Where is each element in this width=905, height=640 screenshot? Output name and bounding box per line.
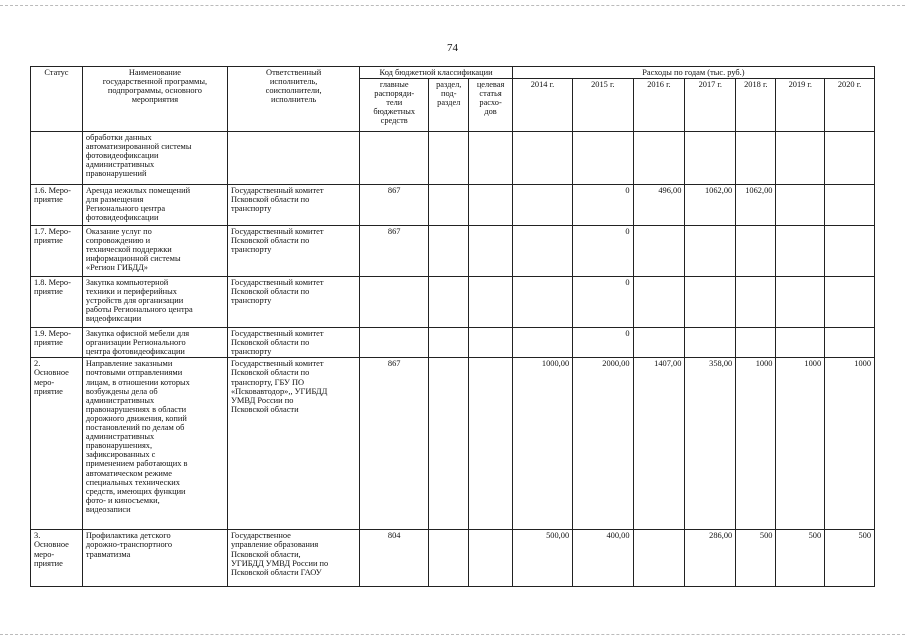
cell-2016: 1407,00 — [633, 358, 685, 530]
cell-code-section — [429, 277, 469, 328]
cell-2020: 500 — [825, 530, 875, 587]
cell-2018: 1062,00 — [736, 185, 776, 226]
page-number: 74 — [447, 42, 458, 54]
header-year-2017: 2017 г. — [685, 79, 736, 132]
cell-2014 — [512, 328, 572, 358]
cell-name: Аренда нежилых помещений для размещения Регионального центра фотовидеофиксации — [82, 185, 227, 226]
cell-2015: 0 — [573, 277, 633, 328]
cell-status: 2. Основное меро- приятие — [31, 358, 83, 530]
cell-2018 — [736, 226, 776, 277]
cell-2018 — [736, 277, 776, 328]
header-executor: Ответственный исполнитель, соисполнители, исполнитель — [227, 67, 359, 132]
cell-name: обработки данных автоматизированной системы фотовидеофиксации административных правонарушений — [82, 132, 227, 185]
cell-2019 — [776, 132, 825, 185]
cell-2016 — [633, 328, 685, 358]
header-code-group: Код бюджетной классификации — [360, 67, 512, 79]
cell-2014 — [512, 185, 572, 226]
cell-2016 — [633, 132, 685, 185]
cell-executor — [227, 132, 359, 185]
cell-2017 — [685, 226, 736, 277]
budget-table — [30, 66, 875, 587]
cell-2016 — [633, 226, 685, 277]
cell-2018 — [736, 328, 776, 358]
cell-2018: 500 — [736, 530, 776, 587]
scan-edge-bottom — [0, 634, 905, 635]
table-row — [31, 328, 875, 358]
cell-2020 — [825, 328, 875, 358]
cell-2020: 1000 — [825, 358, 875, 530]
cell-executor: Государственный комитет Псковской области по транспорту, ГБУ ПО «Псковавтодор»,, УГИБДД УМВД России по Псковской области — [227, 358, 359, 530]
cell-code-section — [429, 328, 469, 358]
cell-code-article — [469, 358, 512, 530]
header-row-top — [31, 67, 875, 79]
cell-status: 3. Основное меро- приятие — [31, 530, 83, 587]
cell-2015: 0 — [573, 226, 633, 277]
cell-2020 — [825, 277, 875, 328]
cell-2017: 286,00 — [685, 530, 736, 587]
header-year-2016: 2016 г. — [633, 79, 685, 132]
cell-2015: 0 — [573, 328, 633, 358]
cell-code-section — [429, 358, 469, 530]
table-row — [31, 358, 875, 530]
cell-code-article — [469, 530, 512, 587]
header-status: Статус — [31, 67, 83, 132]
cell-status: 1.7. Меро- приятие — [31, 226, 83, 277]
cell-status — [31, 132, 83, 185]
cell-2020 — [825, 185, 875, 226]
cell-code-article — [469, 226, 512, 277]
cell-code-section — [429, 226, 469, 277]
cell-code-section — [429, 132, 469, 185]
cell-2019: 500 — [776, 530, 825, 587]
cell-2017: 1062,00 — [685, 185, 736, 226]
header-year-2019: 2019 г. — [776, 79, 825, 132]
cell-2017 — [685, 328, 736, 358]
cell-2016 — [633, 530, 685, 587]
cell-2014: 1000,00 — [512, 358, 572, 530]
table-row — [31, 277, 875, 328]
cell-2019 — [776, 185, 825, 226]
cell-code-main — [360, 328, 429, 358]
cell-name: Профилактика детского дорожно-транспортного травматизма — [82, 530, 227, 587]
cell-code-main: 867 — [360, 185, 429, 226]
table-row — [31, 185, 875, 226]
table-row — [31, 530, 875, 587]
cell-status: 1.8. Меро- приятие — [31, 277, 83, 328]
cell-2019 — [776, 226, 825, 277]
cell-2019 — [776, 277, 825, 328]
cell-name: Оказание услуг по сопровождению и технической поддержки информационной системы «Регион ГИБДД» — [82, 226, 227, 277]
cell-name: Закупка компьютерной техники и периферийных устройств для организации работы Регионального центра видеофиксации — [82, 277, 227, 328]
cell-2015: 0 — [573, 185, 633, 226]
cell-2017: 358,00 — [685, 358, 736, 530]
cell-2015: 2000,00 — [573, 358, 633, 530]
cell-status: 1.6. Меро- приятие — [31, 185, 83, 226]
cell-executor: Государственный комитет Псковской области по транспорту — [227, 328, 359, 358]
cell-name: Направление заказными почтовыми отправлениями лицам, в отношении которых возбуждены дела об административных правонарушениях в области дорожного движения, копий постановлений по делам об административных правонарушениях, зафиксированных с применением работающих в автоматическом режиме специальных технических средств, имеющих функции фото- и киносъемки, видеозаписи — [82, 358, 227, 530]
header-expenses-group: Расходы по годам (тыс. руб.) — [512, 67, 874, 79]
header-year-2018: 2018 г. — [736, 79, 776, 132]
cell-2014 — [512, 277, 572, 328]
cell-2020 — [825, 132, 875, 185]
cell-2015: 400,00 — [573, 530, 633, 587]
table-row — [31, 226, 875, 277]
cell-code-article — [469, 328, 512, 358]
cell-code-article — [469, 277, 512, 328]
header-name: Наименование государственной программы, подпрограммы, основного мероприятия — [82, 67, 227, 132]
header-code-article: целевая статья расхо- дов — [469, 79, 512, 132]
header-year-2020: 2020 г. — [825, 79, 875, 132]
cell-2015 — [573, 132, 633, 185]
header-code-main: главные распоряди- тели бюджетных средств — [360, 79, 429, 132]
cell-code-section — [429, 530, 469, 587]
cell-code-article — [469, 132, 512, 185]
cell-2014 — [512, 132, 572, 185]
header-code-section: раздел, под- раздел — [429, 79, 469, 132]
cell-executor: Государственное управление образования Псковской области, УГИБДД УМВД России по Псковской области ГАОУ — [227, 530, 359, 587]
cell-2018: 1000 — [736, 358, 776, 530]
cell-code-main — [360, 277, 429, 328]
header-year-2015: 2015 г. — [573, 79, 633, 132]
cell-2019 — [776, 328, 825, 358]
cell-2017 — [685, 132, 736, 185]
scan-edge-top — [0, 5, 905, 6]
cell-code-section — [429, 185, 469, 226]
cell-executor: Государственный комитет Псковской области по транспорту — [227, 226, 359, 277]
cell-2014: 500,00 — [512, 530, 572, 587]
cell-executor: Государственный комитет Псковской области по транспорту — [227, 277, 359, 328]
cell-2014 — [512, 226, 572, 277]
cell-2016 — [633, 277, 685, 328]
cell-status: 1.9. Меро- приятие — [31, 328, 83, 358]
cell-2017 — [685, 277, 736, 328]
cell-name: Закупка офисной мебели для организации Регионального центра фотовидеофиксации — [82, 328, 227, 358]
table-row — [31, 132, 875, 185]
header-year-2014: 2014 г. — [512, 79, 572, 132]
cell-2020 — [825, 226, 875, 277]
cell-code-article — [469, 185, 512, 226]
cell-executor: Государственный комитет Псковской области по транспорту — [227, 185, 359, 226]
cell-code-main: 804 — [360, 530, 429, 587]
cell-2016: 496,00 — [633, 185, 685, 226]
cell-2019: 1000 — [776, 358, 825, 530]
cell-code-main — [360, 132, 429, 185]
cell-code-main: 867 — [360, 226, 429, 277]
cell-2018 — [736, 132, 776, 185]
cell-code-main: 867 — [360, 358, 429, 530]
